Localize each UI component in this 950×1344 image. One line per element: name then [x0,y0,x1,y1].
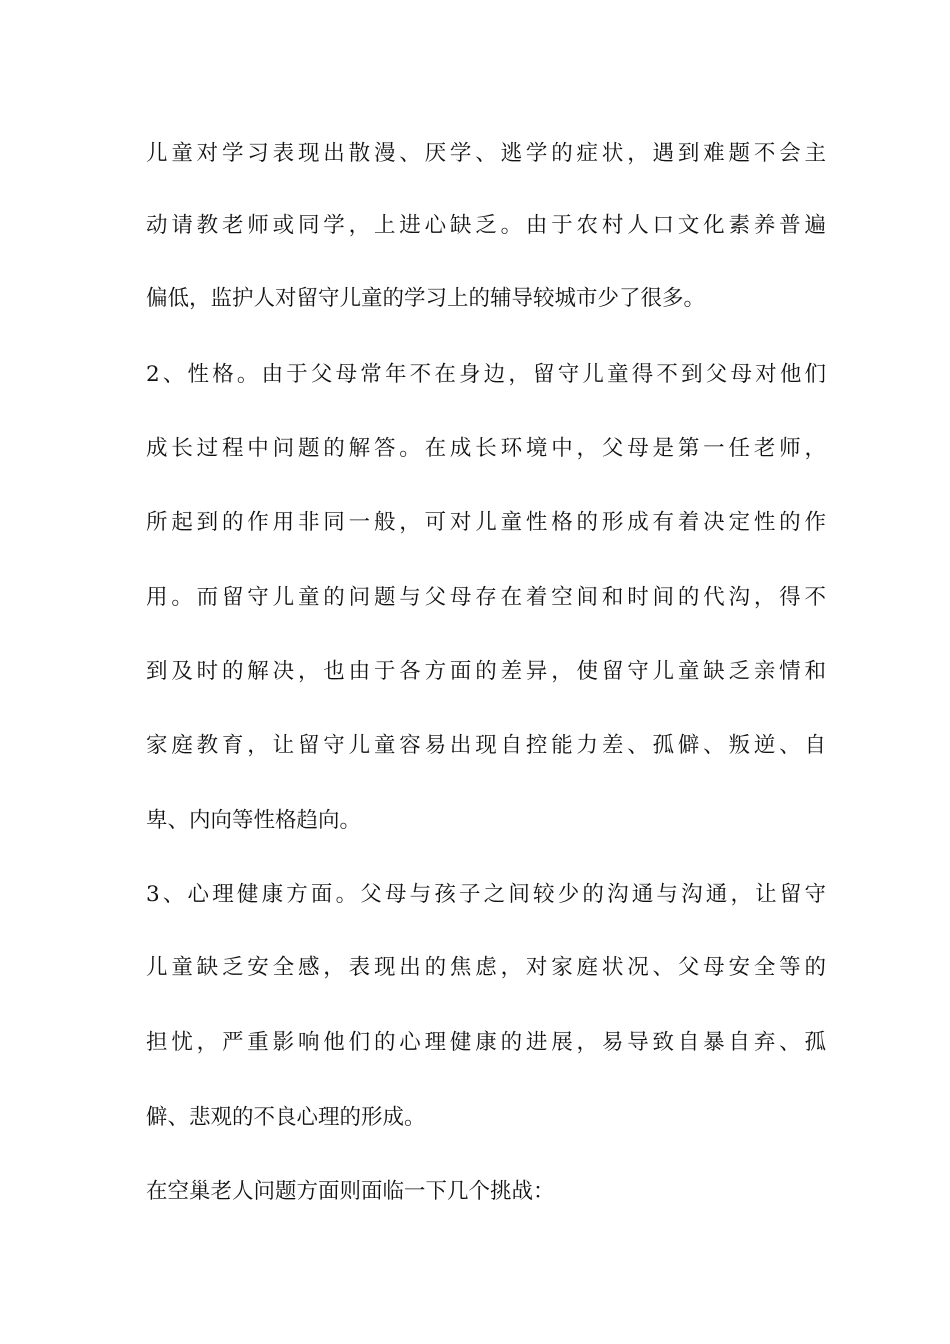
paragraph-line: 动请教老师或同学，上进心缺乏。由于农村人口文化素养普遍 [146,213,826,238]
paragraph-line: 在空巢老人问题方面则面临一下几个挑战： [146,1179,555,1204]
paragraph-line: 家庭教育，让留守儿童容易出现自控能力差、孤僻、叛逆、自 [146,733,826,758]
paragraph-line: 用。而留守儿童的问题与父母存在着空间和时间的代沟，得不 [146,585,826,610]
paragraph-line: 偏低，监护人对留守儿童的学习上的辅导较城市少了很多。 [146,286,706,311]
paragraph-line: 到及时的解决，也由于各方面的差异，使留守儿童缺乏亲情和 [146,659,826,684]
paragraph-line: 僻、悲观的不良心理的形成。 [146,1105,426,1130]
paragraph-line: 3、心理健康方面。父母与孩子之间较少的沟通与沟通，让留守 [146,882,826,907]
paragraph-line: 2、性格。由于父母常年不在身边，留守儿童得不到父母对他们 [146,362,826,387]
paragraph-line: 担忧，严重影响他们的心理健康的进展，易导致自暴自弃、孤 [146,1030,826,1055]
paragraph-line: 成长过程中问题的解答。在成长环境中，父母是第一任老师， [146,436,826,461]
paragraph-line: 所起到的作用非同一般，可对儿童性格的形成有着决定性的作 [146,510,826,535]
paragraph-line: 儿童缺乏安全感，表现出的焦虑，对家庭状况、父母安全等的 [146,955,826,980]
paragraph-line: 儿童对学习表现出散漫、厌学、逃学的症状，遇到难题不会主 [146,141,826,166]
paragraph-line: 卑、内向等性格趋向。 [146,808,362,833]
